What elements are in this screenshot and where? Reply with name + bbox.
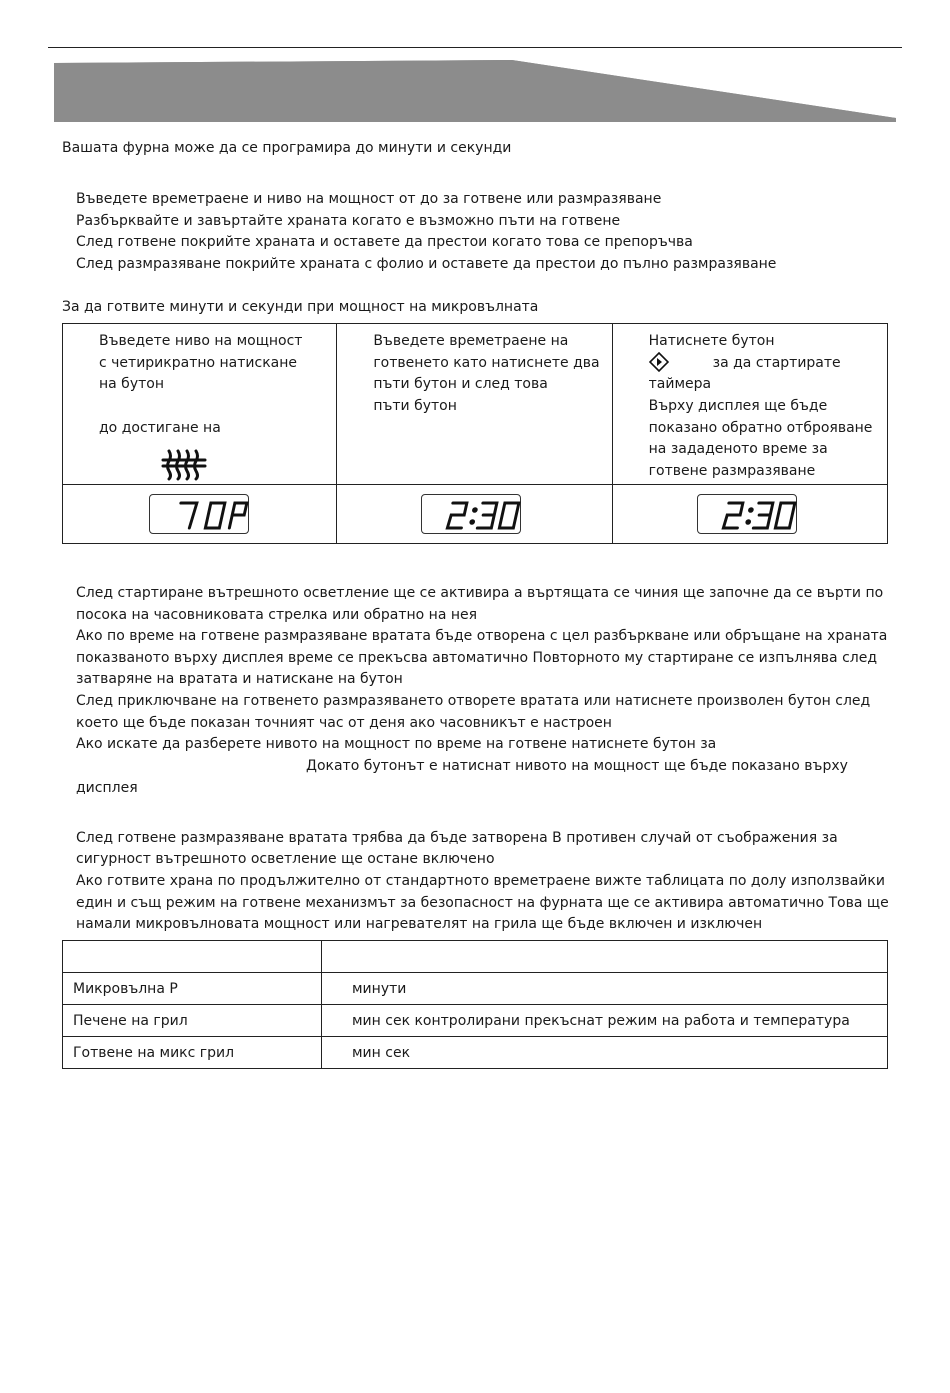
note-line-2: посока на часовниковата стрелка или обратно на нея [76, 607, 478, 623]
bullet-2: Разбърквайте и завъртайте храната когато е възможно пъти на готвене [76, 213, 621, 229]
note-line-5: затваряне на вратата и натискане на бутон [76, 671, 403, 687]
bullet-1: Въведете времетраене и ниво на мощност от до за готвене или размразяване [76, 191, 662, 207]
step-3-display-cell [612, 485, 887, 544]
note2-line-1: След готвене размразяване вратата трябва да бъде затворена В противен случай от съображения за [76, 830, 838, 846]
note-line-1: След стартиране вътрешното осветление ще се активира а въртящата се чиния ще започне да се върти по [76, 585, 884, 601]
steps-table [62, 323, 888, 544]
step-2-text: Въведете времетраене на готвенето като натиснете два пъти бутон и след това пъти бутон [373, 333, 600, 414]
header-time [322, 941, 888, 973]
example-heading: За да готвите минути и секунди при мощност на микровълната [62, 299, 539, 315]
table-row: Печене на грил мин сек контролирани прекъснат режим на работа и температура [63, 1005, 888, 1037]
bullet-4: След размразяване покрийте храната с фолио и оставете да престои до пълно размразяване [76, 256, 777, 272]
note2-line-2: сигурност вътрешното осветление ще остане включено [76, 851, 495, 867]
section-banner [54, 60, 896, 122]
limits-table [62, 940, 888, 1069]
table-row: Готвене на микс грил мин сек [63, 1037, 888, 1069]
note-line-6: След приключване на готвенето размразяването отворете вратата или натиснете произволен бутон след [76, 693, 871, 709]
note-line-3: Ако по време на готвене размразяване вратата бъде отворена с цел разбъркване или обръщане на храната [76, 628, 888, 644]
intro-text: Вашата фурна може да се програмира до минути и секунди [62, 140, 512, 156]
grill-icon [159, 447, 209, 481]
header-mode [63, 941, 322, 973]
step-2-display-cell [337, 485, 612, 544]
lcd-digits [422, 495, 522, 535]
start-icon [649, 352, 669, 372]
note-line-10: дисплея [76, 780, 138, 796]
note-line-9: Докато бутонът е натиснат нивото на мощност ще бъде показано върху [306, 758, 848, 774]
note2-line-4: един и същ режим на готвене механизмът за безопасност на фурната ще се активира автоматично Това ще [76, 895, 889, 911]
step-3-text: Натиснете бутон за да стартирате таймера Върху дисплея ще бъде показано обратно отброяване на зададеното време за готвене размразяване [648, 333, 873, 479]
note2-line-3: Ако готвите храна по продължително от стандартното времетраене вижте таблицата по долу използвайки [76, 873, 885, 889]
lcd-display-time [421, 494, 521, 534]
bullet-3: След готвене покрийте храната и оставете да престои когато това се препоръчва [76, 234, 693, 250]
lcd-display-power [149, 494, 249, 534]
top-rule [48, 47, 902, 48]
table-header-row [63, 941, 888, 973]
note2-line-5: намали микровълновата мощност или нагревателят на грила ще бъде включен и изключен [76, 916, 763, 932]
step-1-display-cell [63, 485, 337, 544]
note-line-4: показваното върху дисплея време се прекъсва автоматично Повторното му стартиране се изпълнява след [76, 650, 878, 666]
note-line-8: Ако искате да разберете нивото на мощност по време на готвене натиснете бутон за [76, 736, 717, 752]
lcd-display-countdown [697, 494, 797, 534]
note-line-7: което ще бъде показан точният час от деня ако часовникът е настроен [76, 715, 612, 731]
table-row: Микровълна Р минути [63, 973, 888, 1005]
step-1-text: Въведете ниво на мощност с четирикратно натискане на бутон до достигане на [63, 324, 336, 484]
lcd-digits [698, 495, 798, 535]
lcd-digits [150, 495, 250, 535]
